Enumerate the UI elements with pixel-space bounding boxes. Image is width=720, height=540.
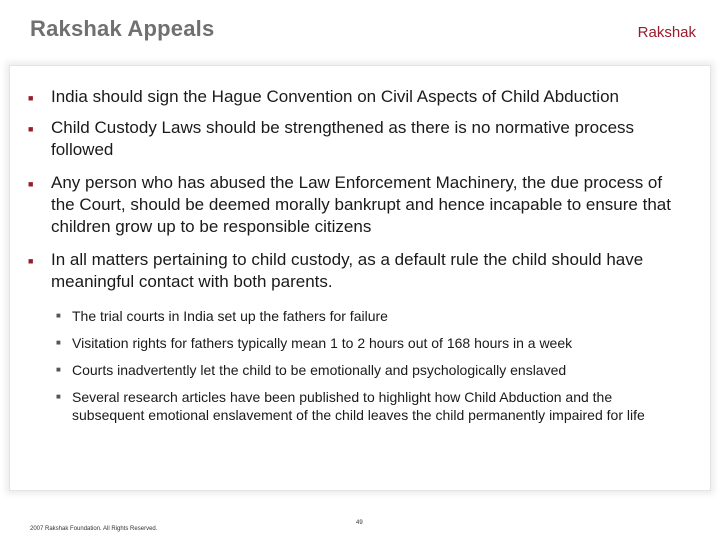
bullet-icon: ■ <box>28 179 34 189</box>
sub-points-list <box>56 307 678 424</box>
appeal-text: Child Custody Laws should be strengthened as there is no normative process followed <box>51 118 635 159</box>
sub-bullet-icon: ■ <box>56 365 61 374</box>
sub-point-item <box>56 334 678 352</box>
appeal-text: Any person who has abused the Law Enforcement Machinery, the due process of the Court, should be deemed morally bankrupt and hence incapable to ensure that children grow up to be responsible citizens <box>51 173 671 236</box>
sub-point-text: Courts inadvertently let the child to be emotionally and psychologically enslaved <box>72 362 567 378</box>
brand-logo-text: Rakshak <box>637 24 696 41</box>
content-panel <box>10 66 710 490</box>
bullet-icon: ■ <box>28 256 34 266</box>
sub-bullet-icon: ■ <box>56 392 61 401</box>
footer-copyright: 2007 Rakshak Foundation. All Rights Reserved. <box>30 526 158 532</box>
appeal-item <box>28 86 678 108</box>
appeal-item <box>28 249 678 424</box>
appeal-text: In all matters pertaining to child custody, as a default rule the child should have meaningful contact with both parents. <box>51 250 644 291</box>
appeal-text: India should sign the Hague Convention on Civil Aspects of Child Abduction <box>51 87 619 106</box>
bullet-icon: ■ <box>28 93 34 103</box>
page-number: 49 <box>356 520 363 526</box>
sub-point-text: Several research articles have been published to highlight how Child Abduction and the subsequent emotional enslavement of the child leaves the child permanently impaired for life <box>72 389 645 423</box>
sub-point-item <box>56 388 678 424</box>
sub-point-text: The trial courts in India set up the fathers for failure <box>72 308 388 324</box>
sub-point-item <box>56 307 678 325</box>
bullet-icon: ■ <box>28 124 34 134</box>
sub-bullet-icon: ■ <box>56 311 61 320</box>
appeal-item <box>28 172 678 238</box>
slide-title: Rakshak Appeals <box>30 16 215 41</box>
sub-bullet-icon: ■ <box>56 338 61 347</box>
appeal-item <box>28 117 678 161</box>
sub-point-text: Visitation rights for fathers typically mean 1 to 2 hours out of 168 hours in a week <box>72 335 573 351</box>
sub-point-item <box>56 361 678 379</box>
appeals-list <box>28 86 678 435</box>
